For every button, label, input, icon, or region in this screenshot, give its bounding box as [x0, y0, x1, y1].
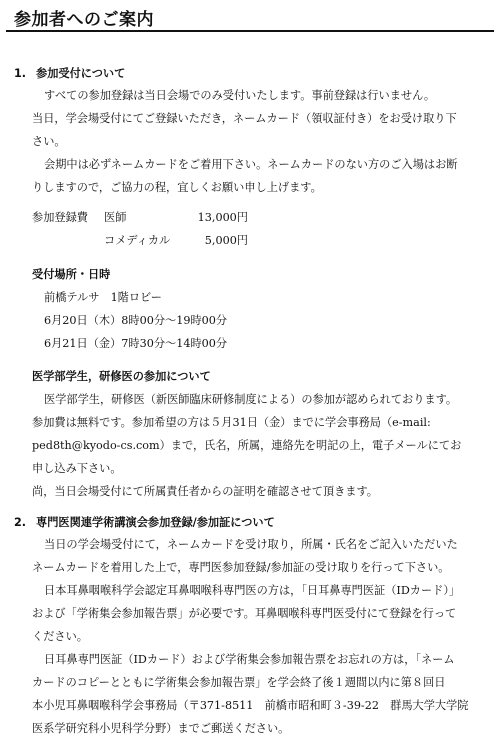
students-line1: 医学部学生，研修医（新医師臨床研修制度による）の参加が認められております。 [44, 393, 458, 406]
fee-category: 医師 [104, 211, 127, 224]
section1-p2-line1: 会期中は必ずネームカードをご着用下さい。ネームカードのない方のご入場はお断 [44, 158, 458, 171]
students-line2: 参加費は無料です。参加希望の方は５月31日（金）までに学会事務局（e-mail: [32, 416, 431, 429]
fee-amount: 5,000円 [204, 234, 248, 247]
fee-label: 参加登録費 [32, 211, 88, 224]
students-heading: 医学部学生，研修医の参加について [32, 370, 211, 383]
section2-p3-line1: 日耳鼻専門医証（IDカード）および学術集会参加報告票をお忘れの方は，「ネーム [44, 653, 455, 666]
students-line3: ped8th@kyodo-cs.com）まで，氏名，所属，連絡先を明記の上，電子メールにてお [32, 439, 462, 452]
students-line5: 尚，当日会場受付にて所属責任者からの証明を確認させて頂きます。 [32, 485, 378, 498]
section2-p2-line2: および「学術集会参加報告票」が必要です。耳鼻咽喉科専門医受付にて登録を行って [32, 607, 457, 620]
section2-p1-line1: 当日の学会場受付にて，ネームカードを受け取り，所属・氏名をご記入いただいた [44, 538, 458, 551]
reception-day2: 6月21日（金）7時30分～14時00分 [44, 337, 228, 350]
section2-p3-line2: カードのコピーとともに学術集会参加報告票」を学会終了後１週間以内に第８回日 [32, 676, 446, 689]
section1-heading [14, 63, 125, 84]
section2-heading [14, 512, 275, 533]
fee-amount: 13,000円 [197, 211, 248, 224]
section1-p1-line1: すべての参加登録は当日会場でのみ受付いたします。事前登録は行いません。 [44, 89, 436, 102]
section1-heading-text: 参加受付について [36, 67, 126, 80]
section2-p1-line2: ネームカードを着用した上で，専門医参加登録/参加証の受け取りを行って下さい。 [32, 561, 450, 574]
section2-heading-text: 専門医関連学術講演会参加登録/参加証について [36, 516, 275, 529]
section2-p2-line1: 日本耳鼻咽喉科学会認定耳鼻咽喉科専門医の方は，「日耳鼻専門医証（IDカード）」 [44, 584, 461, 597]
section2-p3-line3: 本小児耳鼻咽喉科学会事務局（〒371-8511 前橋市昭和町３-39-22 群馬大学大学院 [32, 699, 469, 712]
page-title: 参加者へのご案内 [14, 10, 154, 30]
section2-number: 2. [14, 516, 27, 529]
section2-p3-line4: 医系学研究科小児科学分野）までご郵送ください。 [32, 722, 290, 735]
reception-venue: 前橋テルサ 1階ロビー [44, 291, 162, 304]
fee-category: コメディカル [104, 234, 171, 247]
students-line4: 申し込み下さい。 [32, 462, 122, 475]
section1-number: 1. [14, 67, 27, 80]
section1-p2-line2: りしますので，ご協力の程，宜しくお願い申し上げます。 [32, 181, 322, 194]
fee-row-doctor [32, 207, 248, 228]
section1-p1-line2: 当日，学会場受付にてご登録いただき，ネームカード（領収証付き）をお受け取り下 [32, 112, 457, 125]
section1-p1-line3: さい。 [32, 135, 66, 148]
fee-row-comedical [32, 230, 248, 251]
reception-heading: 受付場所・日時 [32, 268, 111, 281]
section2-p2-line3: ください。 [32, 630, 88, 643]
reception-day1: 6月20日（木）8時00分～19時00分 [44, 314, 228, 327]
